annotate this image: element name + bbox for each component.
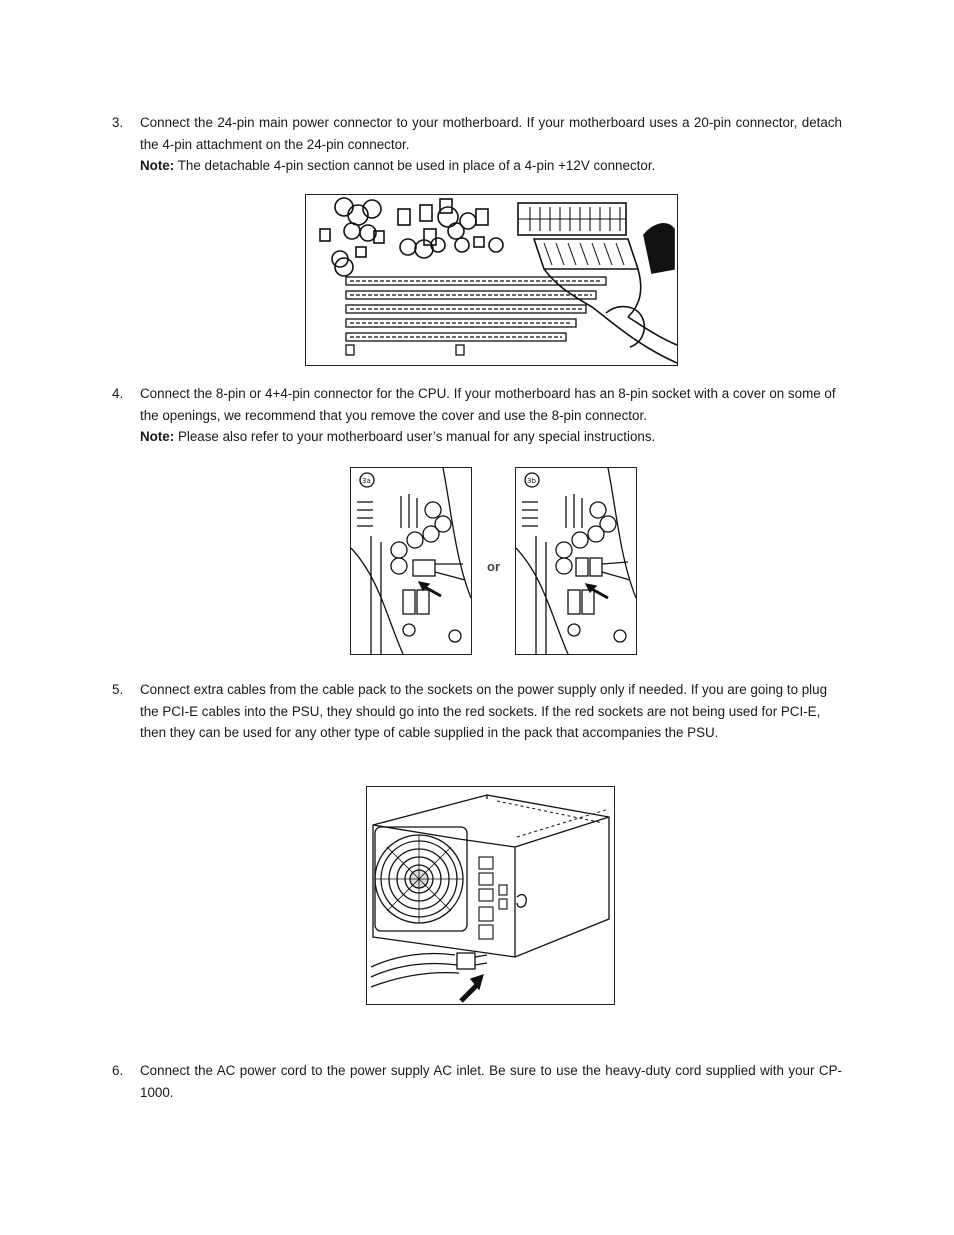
- note-text: The detachable 4-pin section cannot be used in place of a 4-pin +12V connector.: [174, 158, 656, 173]
- step-3-text: Connect the 24-pin main power connector to your motherboard. If your motherboard uses a 20-pin connector, detach the 4-pin attachment on the 24-pin connector.: [140, 115, 842, 152]
- step-number: 3.: [112, 115, 124, 130]
- step-4-note: [140, 426, 842, 448]
- step-3-note: [140, 155, 842, 177]
- step-5-text: Connect extra cables from the cable pack to the sockets on the power supply only if needed. If you are going to plug the PCI-E cables into the PSU, they should go into the red sockets. If the red sockets are not being used for PCI-E, then they can be used for any other type of cable supplied in the pack that accompanies the PSU.: [140, 682, 828, 740]
- or-label: or: [487, 559, 500, 574]
- psu-illustration: [367, 787, 614, 1004]
- figure-cpu-connector-8pin: [350, 467, 472, 655]
- step-6-text: Connect the AC power cord to the power supply AC inlet. Be sure to use the heavy-duty cord supplied with your CP-1000.: [140, 1063, 842, 1100]
- note-text: Please also refer to your motherboard user’s manual for any special instructions.: [174, 429, 656, 444]
- figure-label: 3b: [527, 477, 536, 485]
- cpu-8pin-illustration: [351, 468, 471, 654]
- step-number: 5.: [112, 682, 124, 697]
- step-number: 6.: [112, 1063, 124, 1078]
- figure-label: 3a: [362, 477, 371, 485]
- note-label: Note:: [140, 158, 175, 173]
- figure-cpu-connector-4plus4: [515, 467, 637, 655]
- note-label: Note:: [140, 429, 175, 444]
- figure-24pin-connector: [305, 194, 678, 366]
- cpu-4plus4-illustration: [516, 468, 636, 654]
- step-4-text: Connect the 8-pin or 4+4-pin connector for the CPU. If your motherboard has an 8-pin socket with a cover on some of the openings, we recommend that you remove the cover and use the 8-pin connector.: [140, 386, 836, 423]
- figure-psu-modular-sockets: [366, 786, 615, 1005]
- step-number: 4.: [112, 386, 124, 401]
- motherboard-24pin-illustration: [306, 195, 677, 365]
